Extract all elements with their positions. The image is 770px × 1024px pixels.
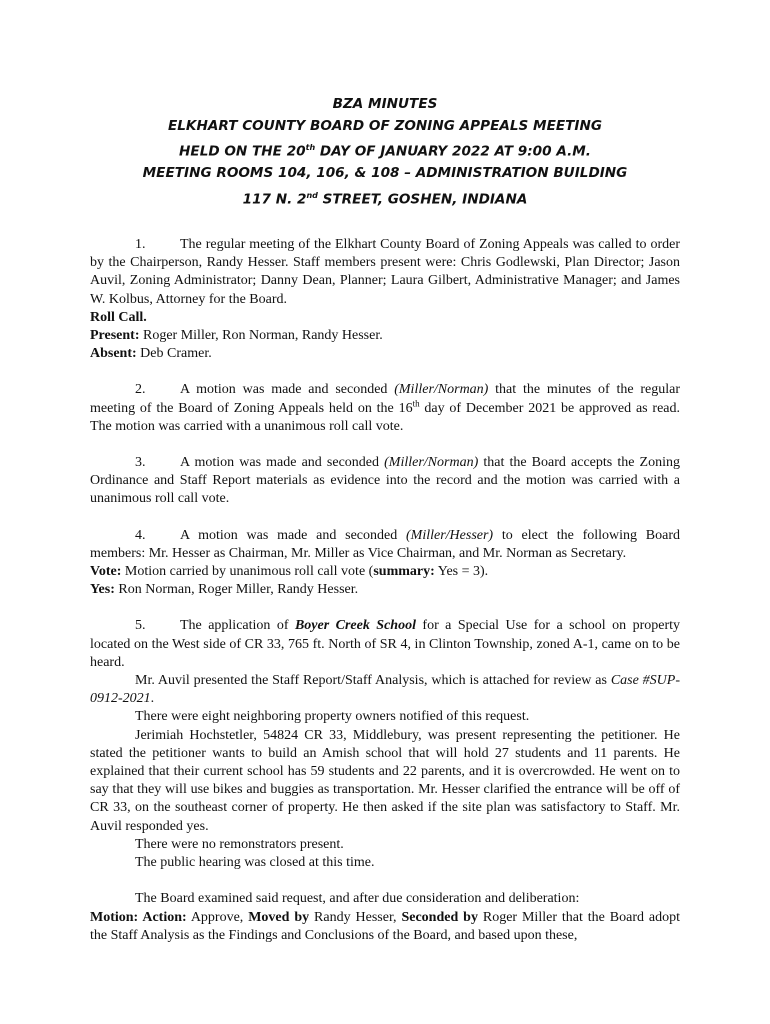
header-meeting-date: HELD ON THE 20th DAY OF JANUARY 2022 AT 9:00 A.M. [179, 143, 591, 160]
header-title: BZA MINUTES [332, 96, 438, 112]
roll-call-absent: Absent: Deb Cramer. [90, 346, 212, 362]
header-board-name: ELKHART COUNTY BOARD OF ZONING APPEALS MEETING [167, 117, 603, 134]
item-5-petitioner-testimony: Jerimiah Hochstetler, 54824 CR 33, Middlebury, was present representing the petitioner. He stated the petitioner wants to build an Amish school that will hold 27 students and 11 parents. He explained that their current school has 59 students and 22 parents, and it is overcrowded. He went on to say that they will use bikes and buggies as transportation. Mr. Hesser clarified the entrance will be off of CR 33, on the southeast corner of property. He then asked if the site plan was satisfactory to Staff. Mr. Auvil responded yes. [90, 727, 680, 834]
item-5-hearing-closed: The public hearing was closed at this time. [135, 855, 375, 871]
item-5-board-deliberation: The Board examined said request, and after due consideration and deliberation: [135, 891, 580, 907]
item-4-vote: Vote: Motion carried by unanimous roll call vote (summary: Yes = 3). [90, 564, 489, 580]
item-5-remonstrators: There were no remonstrators present. [135, 836, 344, 852]
item-2-minutes-approval: 2. A motion was made and seconded (Miller/Norman) that the minutes of the regular meeting of the Board of Zoning Appeals held on the 16th day of December 2021 be approved as read. The motion was carried with a unanimous roll call vote. [90, 382, 681, 434]
item-5-motion: Motion: Action: Approve, Moved by Randy Hesser, Seconded by Roger Miller that the Board adopt the Staff Analysis as the Findings and Conclusions of the Board, and based upon these, [90, 909, 681, 943]
item-5-notification: There were eight neighboring property owners notified of this request. [135, 709, 530, 725]
item-5-application: 5. The application of Boyer Creek School for a Special Use for a school on property located on the West side of CR 33, 765 ft. North of SR 4, in Clinton Township, zoned A-1, came on to be heard. [90, 618, 680, 670]
item-4-election-motion: 4. A motion was made and seconded (Miller/Hesser) to elect the following Board members: Mr. Hesser as Chairman, Mr. Miller as Vice Chairman, and Mr. Norman as Secretary. [90, 527, 680, 561]
item-4-yes-votes: Yes: Ron Norman, Roger Miller, Randy Hesser. [90, 582, 359, 598]
roll-call-heading: Roll Call. [90, 309, 147, 325]
minutes-header [0, 94, 770, 211]
minutes-body [90, 236, 680, 945]
item-5-staff-report: Mr. Auvil presented the Staff Report/Staff Analysis, which is attached for review as Case #SUP-0912-2021. [90, 673, 680, 707]
item-1-call-to-order: 1. The regular meeting of the Elkhart County Board of Zoning Appeals was called to order by the Chairperson, Randy Hesser. Staff members present were: Chris Godlewski, Plan Director; Jason Auvil, Zoning Administrator; Danny Dean, Planner; Laura Gilbert, Administrative Manager; and James W. Kolbus, Attorney for the Board. [90, 237, 680, 307]
header-meeting-rooms: MEETING ROOMS 104, 106, & 108 – ADMINISTRATION BUILDING [142, 165, 628, 182]
roll-call-present: Present: Roger Miller, Ron Norman, Randy Hesser. [90, 328, 383, 344]
header-address: 117 N. 2nd STREET, GOSHEN, INDIANA [242, 190, 528, 208]
item-3-evidence-motion: 3. A motion was made and seconded (Miller/Norman) that the Board accepts the Zoning Ordinance and Staff Report materials as evidence into the record and the motion was carried with a unanimous roll call vote. [90, 455, 680, 507]
